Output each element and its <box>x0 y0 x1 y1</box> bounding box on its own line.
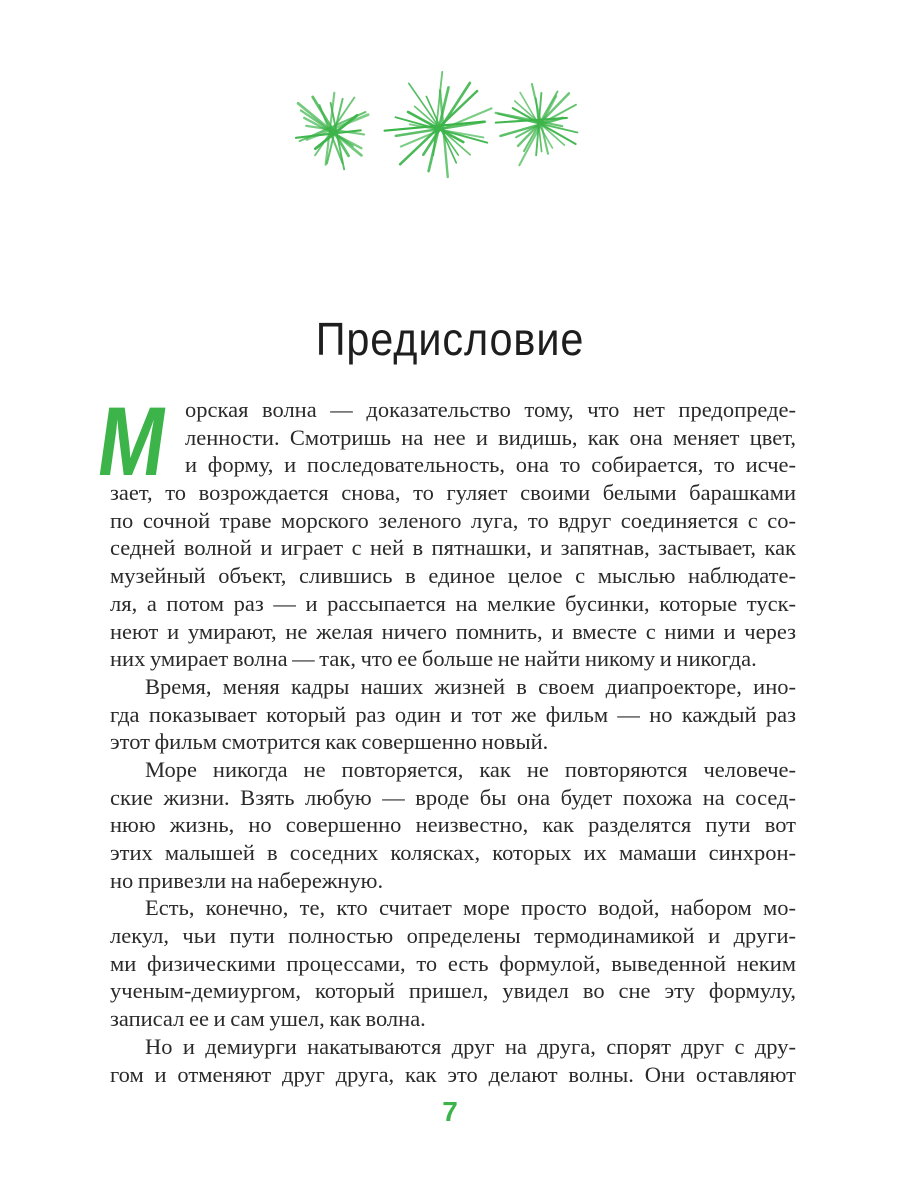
page-number: 7 <box>442 1096 458 1127</box>
paragraph <box>110 396 796 673</box>
chapter-title: Предисловие <box>315 313 585 365</box>
star-icon <box>296 93 368 170</box>
text-line: гда показывает который раз один и тот же фильм — но каждый раз <box>110 701 796 727</box>
star-icon <box>496 84 578 165</box>
text-line: ские жизни. Взять любую — вроде бы она будет похожа на сосед- <box>110 784 796 810</box>
text-line: Но и демиурги накатываются друг на друга, спорят друг с дру- <box>145 1033 796 1059</box>
paragraph <box>110 1033 796 1088</box>
paragraph <box>110 673 796 756</box>
text-line: них умирает волна — так, что ее больше не найти никому и никогда. <box>110 646 757 672</box>
paragraph <box>110 894 796 1032</box>
text-line: и форму, и последовательность, она то собирается, то исче- <box>185 452 796 478</box>
text-line: ми физическими процессами, то есть формулой, выведенной неким <box>110 950 796 976</box>
paragraph <box>110 756 796 894</box>
text-line: лекул, чьи пути полностью определены термодинамикой и други- <box>110 923 796 949</box>
body-text <box>110 396 796 1088</box>
text-line: гом и отменяют друг друга, как это делают волны. Они оставляют <box>110 1061 796 1087</box>
star-icon <box>385 72 492 177</box>
text-line: нюю жизнь, но совершенно неизвестно, как разделятся пути вот <box>110 812 796 838</box>
text-line: неют и умирают, не желая ничего помнить, и вместе с ними и через <box>110 618 796 644</box>
text-line: Море никогда не повторяется, как не повторяются человече- <box>145 756 796 782</box>
text-line: записал ее и сам ушел, как волна. <box>110 1006 426 1032</box>
text-line: зает, то возрождается снова, то гуляет своими белыми барашками <box>110 480 796 506</box>
text-line: Время, меняя кадры наших жизней в своем диапроекторе, ино- <box>145 673 796 699</box>
text-line: по сочной траве морского зеленого луга, то вдруг соединяется с со- <box>110 507 796 533</box>
text-line: ленности. Смотришь на нее и видишь, как она меняет цвет, <box>185 424 796 450</box>
text-line: ученым-демиургом, который пришел, увидел во сне эту формулу, <box>110 978 796 1004</box>
ornament-stars-icon <box>280 60 620 190</box>
text-line: музейный объект, слившись в единое целое с мыслью наблюдате- <box>110 563 796 589</box>
text-line: Есть, конечно, те, кто считает море просто водой, набором мо- <box>145 895 796 921</box>
text-line: ля, а потом раз — и рассыпается на мелкие бусинки, которые туск- <box>110 590 796 616</box>
text-line: но привезли на набережную. <box>110 867 384 893</box>
text-line: орская волна — доказательство тому, что нет предопреде- <box>185 397 796 422</box>
text-line: этот фильм смотрится как совершенно новый. <box>110 729 549 755</box>
drop-cap: М <box>91 386 174 496</box>
text-line: седней волной и играет с ней в пятнашки, и запятнав, застывает, как <box>110 535 796 561</box>
text-line: этих малышей в соседних колясках, которых их мамаши синхрон- <box>110 840 796 865</box>
